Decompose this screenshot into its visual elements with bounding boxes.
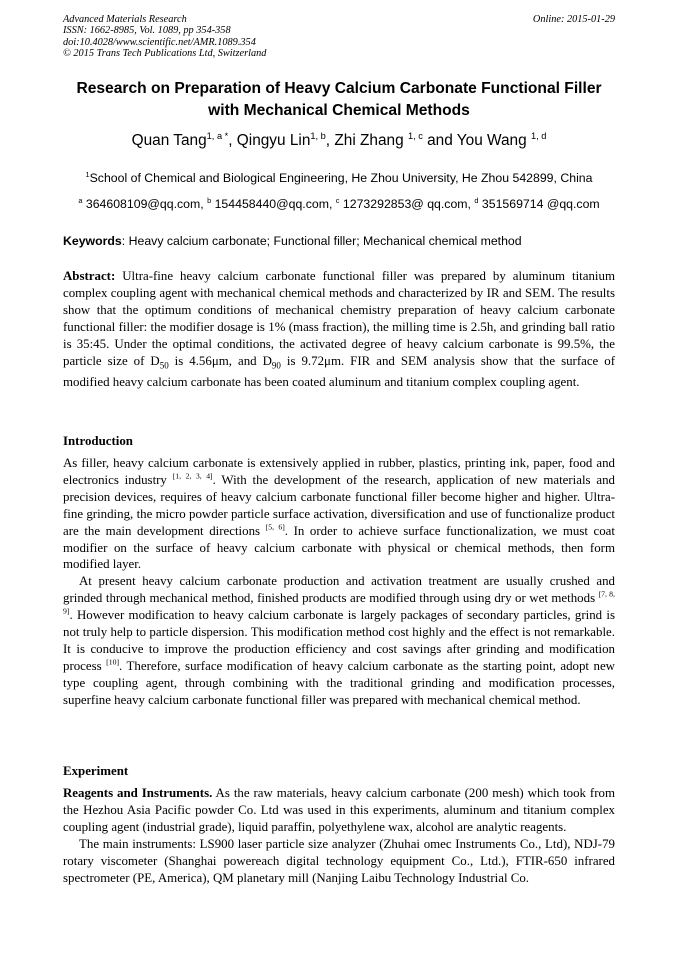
title-line-2: with Mechanical Chemical Methods xyxy=(208,102,470,119)
abstract-text: Ultra-fine heavy calcium carbonate functional filler was prepared by aluminum titanium complex coupling agent with mechanical chemical methods and characterized by IR and SEM. The results show that the optimum conditions of mechanical chemistry preparation of heavy calcium carbonate functional filler: the modifier dosage is 1% (mass fraction), the milling time is 2.5h, and grinding ball ratio is 35:45. Under the optimal conditions, the activated degree of heavy calcium carbonate is 99.5%, the particle size of D xyxy=(63,269,615,368)
subsection-label: Reagents and Instruments. xyxy=(63,786,213,800)
abstract-text: is 4.56μm, and D xyxy=(168,353,272,368)
author-sup: 1, a * xyxy=(206,130,229,141)
subscript: 50 xyxy=(159,360,169,371)
journal-header xyxy=(63,14,615,59)
body-text: . However modification to heavy calcium carbonate is largely packages of secondary particles, grind is not truly help to particle dispersion. This modification method cost highly and the effect is not remarkable. It is conducive to improve the production efficiency and cost savings after grinding and modification process xyxy=(63,608,615,673)
author-sup: 1, b xyxy=(310,130,326,141)
author-sup: 1, d xyxy=(530,130,547,141)
experiment-body xyxy=(63,785,615,886)
body-text: As filler, heavy calcium carbonate is extensively applied in rubber, plastics, printing ink, paper, food and electronics industry xyxy=(63,456,615,487)
email-link[interactable]: 364608109@qq.com, xyxy=(85,197,208,211)
affiliation-sup: 1 xyxy=(85,169,90,179)
author-name: You Wang xyxy=(456,132,527,149)
author-sup: 1, c xyxy=(407,130,423,141)
email-link[interactable]: 1273292853@ qq.com, xyxy=(342,197,475,211)
email-link[interactable]: 351569714 @qq.com xyxy=(481,197,600,211)
intro-paragraph-2 xyxy=(63,573,615,708)
citation[interactable]: [1, 2, 3, 4] xyxy=(172,471,213,481)
author-name: Qingyu Lin xyxy=(236,132,311,149)
author-sep: , xyxy=(325,132,335,149)
author-name: Zhi Zhang xyxy=(334,132,404,149)
abstract-paragraph xyxy=(63,268,615,391)
citation[interactable]: [10] xyxy=(106,657,120,667)
journal-name: Advanced Materials Research xyxy=(63,14,187,25)
body-text: . Therefore, surface modification of heavy calcium carbonate as the starting point, adopt new type coupling agent, through combining with the traditional grinding and modification processes, superfine heavy calcium carbonate functional filler was prepared with mechanical chemical method. xyxy=(63,658,615,707)
introduction-heading: Introduction xyxy=(63,434,133,448)
email-list xyxy=(40,196,638,212)
issn-line: ISSN: 1662-8985, Vol. 1089, pp 354-358 xyxy=(63,25,231,37)
affiliation xyxy=(40,170,638,186)
citation[interactable]: [7, 8, 9] xyxy=(63,589,615,616)
experiment-paragraph-1 xyxy=(63,785,615,836)
paper-title xyxy=(40,78,638,122)
experiment-heading: Experiment xyxy=(63,764,129,778)
doi-line: doi:10.4028/www.scientific.net/AMR.1089.354 xyxy=(63,36,256,48)
copyright-line: © 2015 Trans Tech Publications Ltd, Switzerland xyxy=(63,47,267,59)
author-sep: and xyxy=(422,132,457,149)
body-text: . With the development of the research, application of new materials and precision devices, requires of heavy calcium carbonate functional filler become higher and higher. Ultra-fine grinding, the micro powder particle surface activation, diversification and use of functionalize product are the main development directions xyxy=(63,472,615,538)
abstract xyxy=(63,268,615,391)
experiment-paragraph-2: The main instruments: LS900 laser particle size analyzer (Zhuhai omec Instruments Co., Ltd), NDJ-79 rotary viscometer (Shanghai powereach digital technology equipment Co., Ltd.), FTIR-650 infrared spectrometer (PE, America), QM planetary mill (Nanjing Laibu Technology Industrial Co. xyxy=(63,836,615,885)
author-list xyxy=(40,131,638,151)
intro-paragraph-1 xyxy=(63,455,615,573)
title-line-1: Research on Preparation of Heavy Calcium Carbonate Functional Filler xyxy=(76,80,602,97)
keywords-label: Keywords xyxy=(63,234,122,248)
author-name: Quan Tang xyxy=(131,132,207,149)
email-sup: c xyxy=(335,195,340,205)
keywords-text: : Heavy calcium carbonate; Functional filler; Mechanical chemical method xyxy=(121,234,522,248)
citation[interactable]: [5, 6] xyxy=(265,522,285,532)
email-sup: b xyxy=(207,195,212,205)
body-text: . In order to achieve surface functionalization, we must coat modifier on the surface of heavy calcium carbonate with physical or chemical methods, then form modified layer. xyxy=(63,523,615,572)
abstract-text: is 9.72μm. FIR and SEM analysis show that the surface of modified heavy calcium carbonate has been coated aluminum and titanium complex coupling agent. xyxy=(63,353,615,390)
keywords xyxy=(63,233,623,249)
author-sep: , xyxy=(228,132,237,149)
email-sup: a xyxy=(78,195,83,205)
body-text: At present heavy calcium carbonate production and activation treatment are usually crushed and grinded through mechanical method, finished products are modified through using dry or wet methods xyxy=(63,574,615,606)
email-link[interactable]: 154458440@qq.com, xyxy=(214,197,336,211)
introduction-body xyxy=(63,455,615,709)
online-date: Online: 2015-01-29 xyxy=(532,14,615,25)
abstract-label: Abstract: xyxy=(63,269,116,283)
subscript: 90 xyxy=(271,360,281,371)
email-sup: d xyxy=(474,195,479,205)
affiliation-text: School of Chemical and Biological Engineering, He Zhou University, He Zhou 542899, China xyxy=(89,171,593,185)
body-text: As the raw materials, heavy calcium carbonate (200 mesh) which took from the Hezhou Asia Pacific powder Co. Ltd was used in this experiments, aluminum and titanium complex coupling agent (industrial grade), liquid paraffin, polyethylene wax, alcohol are analytic reagents. xyxy=(63,786,615,834)
